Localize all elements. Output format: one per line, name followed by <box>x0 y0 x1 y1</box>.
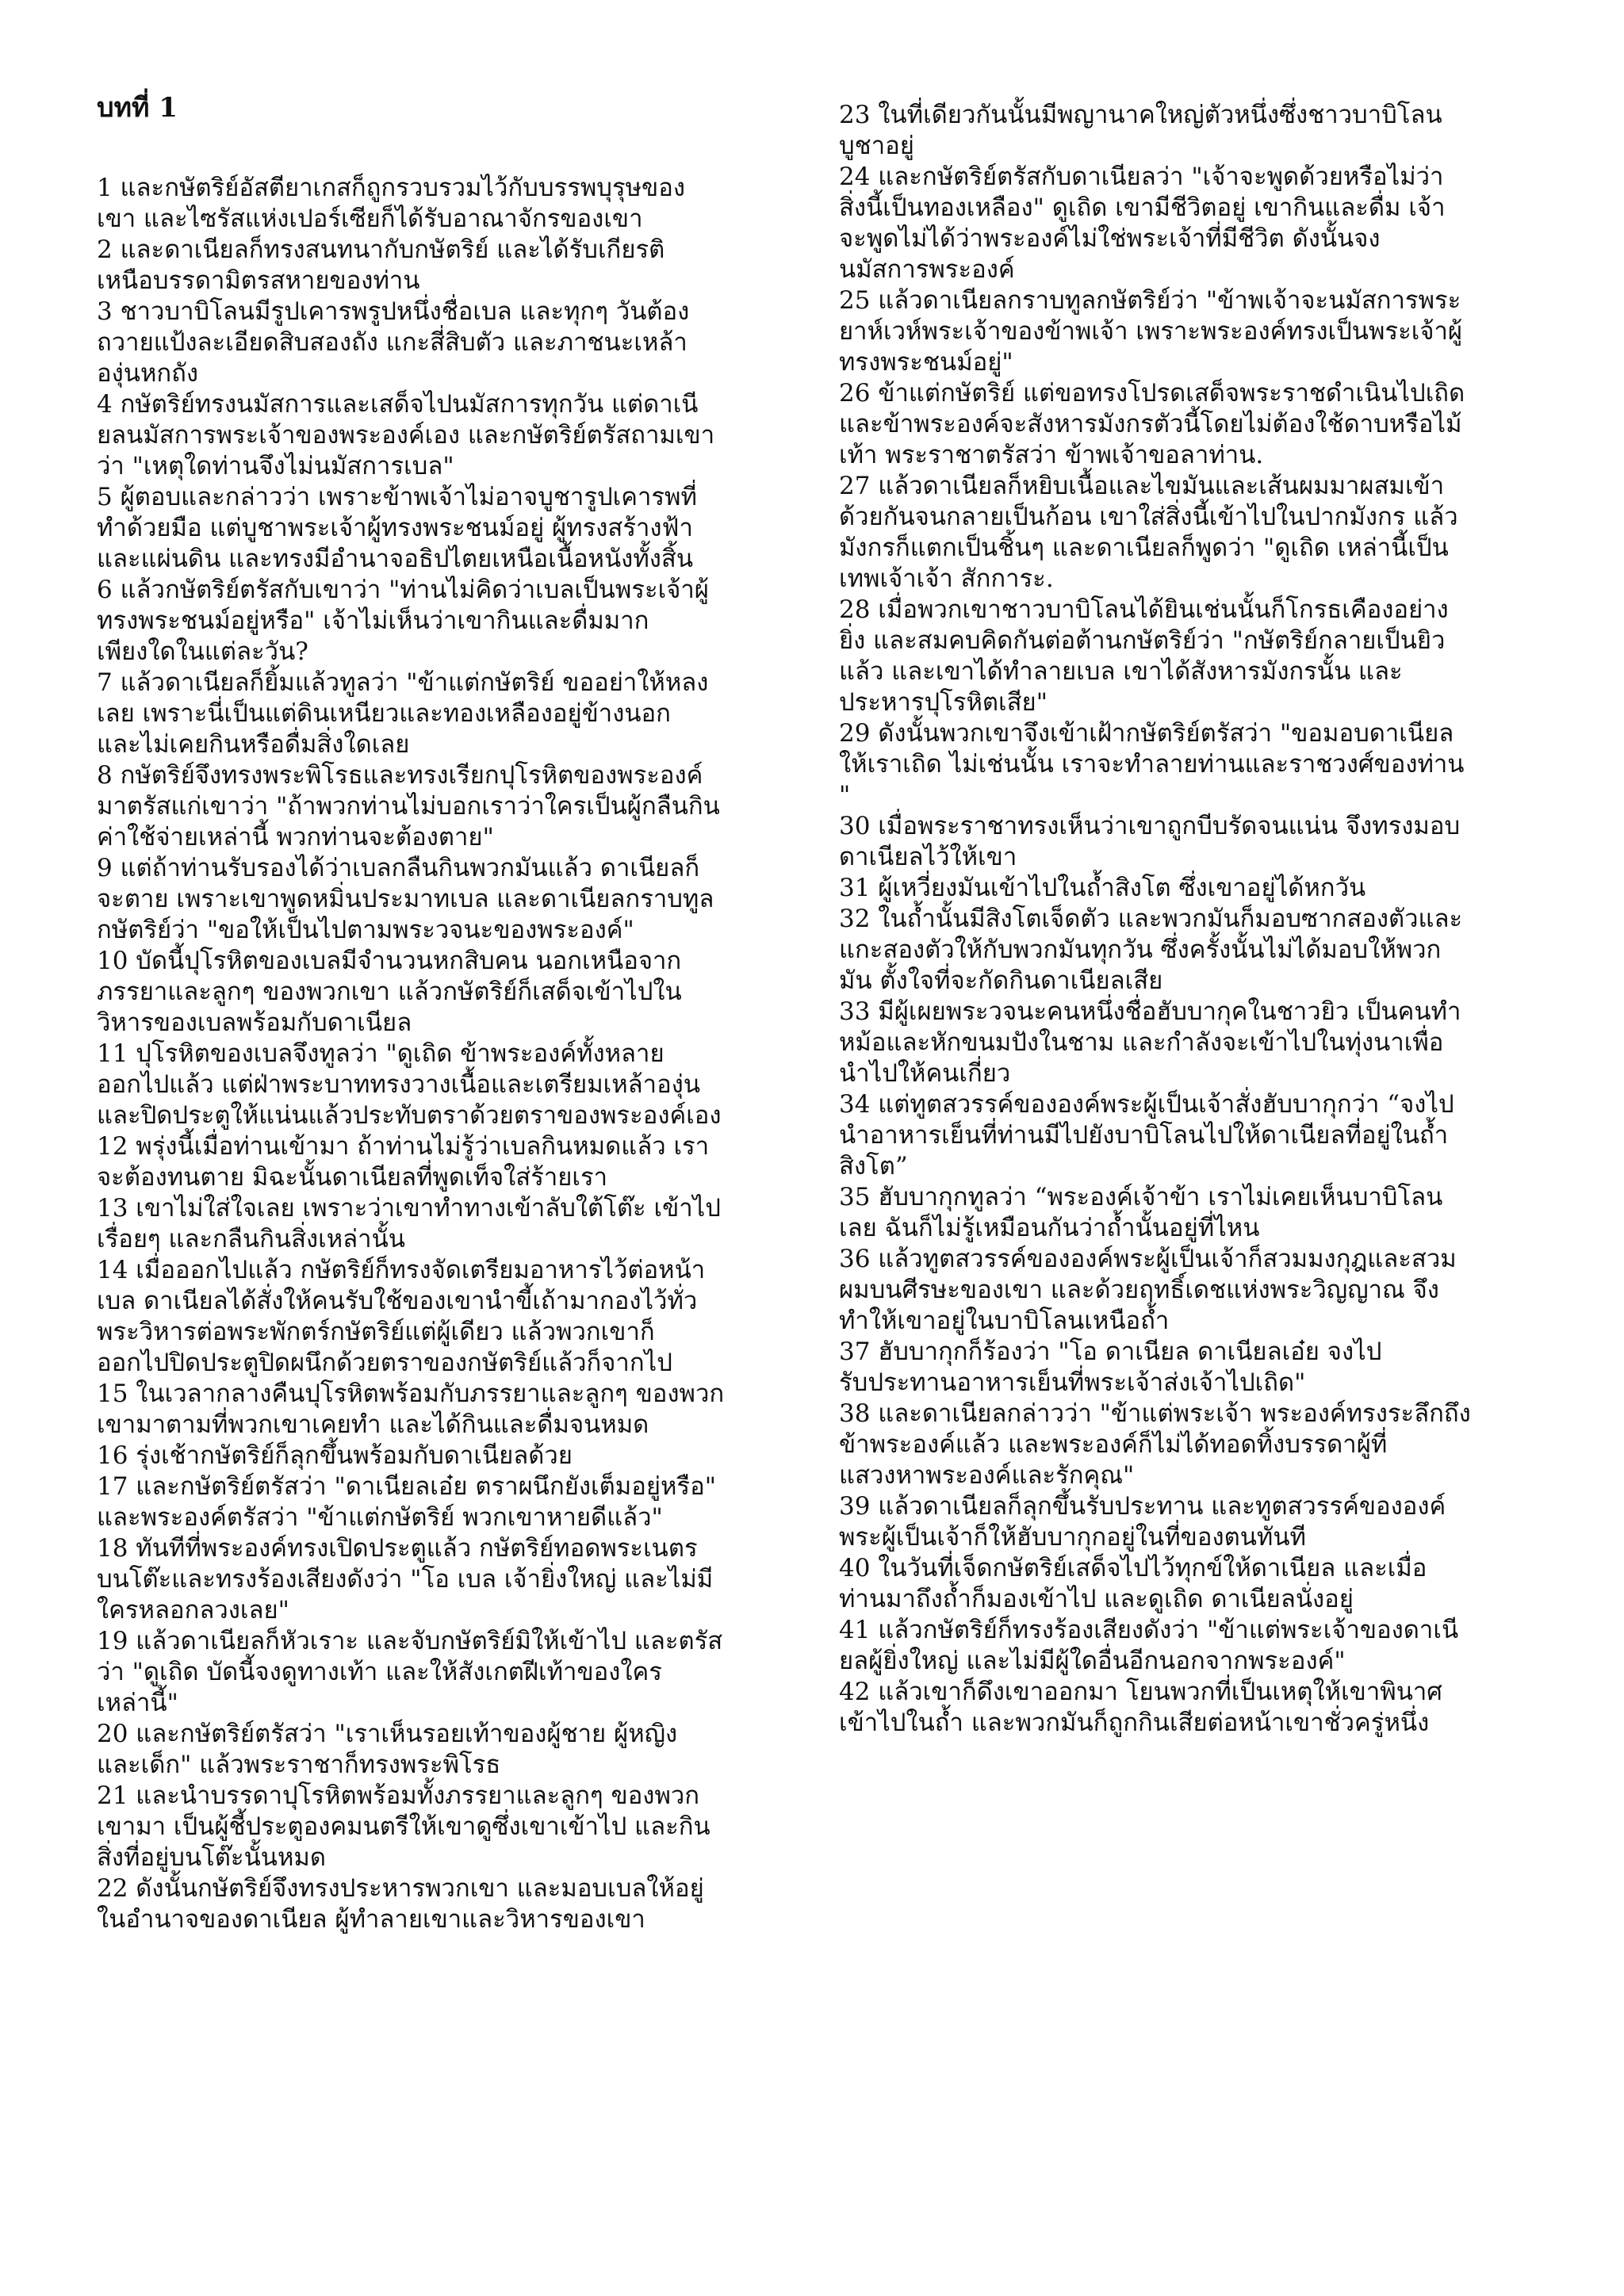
verse: 33 มีผู้เผยพระวจนะคนหนึ่งชื่อฮับบากุคในชาวยิว เป็นคนทำ หม้อและหักขนมปังในชาม และกำลังจะเข้าไปในทุ่งนาเพื่อ นำไปให้คนเกี่ยว <box>839 997 1461 1088</box>
verse: 41 แล้วกษัตริย์ก็ทรงร้องเสียงดังว่า "ข้าแต่พระเจ้าของดาเนี ยลผู้ยิ่งใหญ่ และไม่มีผู้ใดอื่นอีกนอกจากพระองค์" <box>839 1616 1459 1675</box>
verse: 35 ฮับบากุกทูลว่า “พระองค์เจ้าข้า เราไม่เคยเห็นบาบิโลน เลย ฉันก็ไม่รู้เหมือนกันว่าถ้ำนั้นอยู่ที่ไหน <box>839 1183 1443 1242</box>
verse: 25 แล้วดาเนียลกราบทูลกษัตริย์ว่า "ข้าพเจ้าจะนมัสการพระ ยาห์เวห์พระเจ้าของข้าพเจ้า เพราะพระองค์ทรงเป็นพระเจ้าผู้ ทรงพระชนม์อยู่" <box>839 286 1463 377</box>
verse: 39 แล้วดาเนียลก็ลุกขึ้นรับประทาน และทูตสวรรค์ขององค์ พระผู้เป็นเจ้าก็ให้ฮับบากุกอยู่ในที่ของตนทันที <box>839 1492 1446 1552</box>
verse: 11 ปุโรหิตของเบลจึงทูลว่า "ดูเถิด ข้าพระองค์ทั้งหลาย ออกไปแล้ว แต่ฝ่าพระบาททรงวางเนื้อและเตรียมเหล้าองุ่น และปิดประตูให้แน่นแล้วประทับตราด้วยตราของพระองค์เอง <box>97 1039 722 1130</box>
verse: 19 แล้วดาเนียลก็หัวเราะ และจับกษัตริย์มิให้เข้าไป และตรัส ว่า "ดูเถิด บัดนี้จงดูทางเท้า และให้สังเกตฝีเท้าของใคร เหล่านี้" <box>97 1627 723 1717</box>
verse: 42 แล้วเขาก็ดึงเขาออกมา โยนพวกที่เป็นเหตุให้เขาพินาศ เข้าไปในถ้ำ และพวกมันก็ถูกกินเสียต่อหน้าเขาชั่วครู่หนึ่ง <box>839 1678 1442 1737</box>
verse: 30 เมื่อพระราชาทรงเห็นว่าเขาถูกบีบรัดจนแน่น จึงทรงมอบ ดาเนียลไว้ให้เขา <box>839 812 1461 871</box>
verse: 29 ดังนั้นพวกเขาจึงเข้าเฝ้ากษัตริย์ตรัสว่า "ขอมอบดาเนียล ให้เราเถิด ไม่เช่นนั้น เราจะทำลายท่านและราชวงศ์ของท่าน " <box>839 719 1465 809</box>
verse: 22 ดังนั้นกษัตริย์จึงทรงประหารพวกเขา และมอบเบลให้อยู่ ในอำนาจของดาเนียล ผู้ทำลายเขาและวิหารของเขา <box>97 1874 704 1934</box>
verse: 5 ผู้ตอบและกล่าวว่า เพราะข้าพเจ้าไม่อาจบูชารูปเคารพที่ ทำด้วยมือ แต่บูชาพระเจ้าผู้ทรงพระชนม์อยู่ ผู้ทรงสร้างฟ้า และแผ่นดิน และทรงมีอำนาจอธิปไตยเหนือเนื้อหนังทั้งสิ้น <box>97 483 697 573</box>
verse: 13 เขาไม่ใส่ใจเลย เพราะว่าเขาทำทางเข้าลับใต้โต๊ะ เข้าไป เรื่อยๆ และกลืนกินสิ่งเหล่านั้น <box>97 1194 721 1253</box>
verse: 1 และกษัตริย์อัสตียาเกสก็ถูกรวบรวมไว้กับบรรพบุรุษของ เขา และไซรัสแห่งเปอร์เซียก็ได้รับอาณาจักรของเขา <box>97 174 685 233</box>
right-column <box>839 100 1553 1739</box>
verse: 10 บัดนี้ปุโรหิตของเบลมีจำนวนหกสิบคน นอกเหนือจาก ภรรยาและลูกๆ ของพวกเขา แล้วกษัตริย์ก็เสด็จเข้าไปใน วิหารของเบลพร้อมกับดาเนียล <box>97 947 682 1037</box>
verse: 28 เมื่อพวกเขาชาวบาบิโลนได้ยินเช่นนั้นก็โกรธเคืองอย่าง ยิ่ง และสมคบคิดกันต่อต้านกษัตริย์ว่า "กษัตริย์กลายเป็นยิว แล้ว และเขาได้ทำลายเบล เขาได้สังหารมังกรนั้น และ ประหารปุโรหิตเสีย" <box>839 595 1449 717</box>
verse: 12 พรุ่งนี้เมื่อท่านเข้ามา ถ้าท่านไม่รู้ว่าเบลกินหมดแล้ว เรา จะต้องทนตาย มิฉะนั้นดาเนียลที่พูดเท็จใส่ร้ายเรา <box>97 1132 710 1192</box>
verse: 3 ชาวบาบิโลนมีรูปเคารพรูปหนึ่งชื่อเบล และทุกๆ วันต้อง ถวายแป้งละเอียดสิบสองถัง แกะสี่สิบตัว และภาชนะเหล้า องุ่นหกถัง <box>97 297 690 388</box>
chapter-title: บทที่ 1 <box>97 92 178 124</box>
verse: 4 กษัตริย์ทรงนมัสการและเสด็จไปนมัสการทุกวัน แต่ดาเนี ยลนมัสการพระเจ้าของพระองค์เอง และกษัตริย์ตรัสถามเขา ว่า "เหตุใดท่านจึงไม่นมัสการเบล" <box>97 390 715 480</box>
verse: 17 และกษัตริย์ตรัสว่า "ดาเนียลเอ๋ย ตราผนึกยังเต็มอยู่หรือ" และพระองค์ตรัสว่า "ข้าแต่กษัตริย์ พวกเขาหายดีแล้ว" <box>97 1472 716 1532</box>
verse: 15 ในเวลากลางคืนปุโรหิตพร้อมกับภรรยาและลูกๆ ของพวก เขามาตามที่พวกเขาเคยทำ และได้กินและดื่มจนหมด <box>97 1380 725 1439</box>
verse: 20 และกษัตริย์ตรัสว่า "เราเห็นรอยเท้าของผู้ชาย ผู้หญิง และเด็ก" แล้วพระราชาก็ทรงพระพิโรธ <box>97 1720 678 1779</box>
verse: 36 แล้วทูตสวรรค์ขององค์พระผู้เป็นเจ้าก็สวมมงกุฎและสวม ผมบนศีรษะของเขา และด้วยฤทธิ์เดชแห่งพระวิญญาณ จึง ทำให้เขาอยู่ในบาบิโลนเหนือถ้ำ <box>839 1245 1457 1335</box>
verse: 6 แล้วกษัตริย์ตรัสกับเขาว่า "ท่านไม่คิดว่าเบลเป็นพระเจ้าผู้ ทรงพระชนม์อยู่หรือ" เจ้าไม่เห็นว่าเขากินและดื่มมาก เพียงใดในแต่ละวัน? <box>97 576 709 666</box>
verse: 37 ฮับบากุกก็ร้องว่า "โอ ดาเนียล ดาเนียลเอ๋ย จงไป รับประทานอาหารเย็นที่พระเจ้าส่งเจ้าไปเถิด" <box>839 1337 1382 1397</box>
verse: 40 ในวันที่เจ็ดกษัตริย์เสด็จไปไว้ทุกข์ให้ดาเนียล และเมื่อ ท่านมาถึงถ้ำก็มองเข้าไป และดูเถิด ดาเนียลนั่งอยู่ <box>839 1554 1427 1613</box>
verse: 34 แต่ทูตสวรรค์ขององค์พระผู้เป็นเจ้าสั่งฮับบากุกว่า “จงไป นำอาหารเย็นที่ท่านมีไปยังบาบิโลนไปให้ดาเนียลที่อยู่ในถ้ำ สิงโต” <box>839 1090 1454 1181</box>
verse: 26 ข้าแต่กษัตริย์ แต่ขอทรงโปรดเสด็จพระราชดำเนินไปเถิด และข้าพระองค์จะสังหารมังกรตัวนี้โดยไม่ต้องใช้ดาบหรือไม้ เท้า พระราชาตรัสว่า ข้าพเจ้าขอลาท่าน. <box>839 379 1465 469</box>
verse: 14 เมื่อออกไปแล้ว กษัตริย์ก็ทรงจัดเตรียมอาหารไว้ต่อหน้า เบล ดาเนียลได้สั่งให้คนรับใช้ของเขานำขี้เถ้ามากองไว้ทั่ว พระวิหารต่อพระพักตร์กษัตริย์แต่ผู้เดียว แล้วพวกเขาก็ ออกไปปิดประตูปิดผนึกด้วยตราของกษัตริย์แล้วก็จากไป <box>97 1256 706 1377</box>
right-verse-list <box>839 100 1553 1739</box>
verse: 21 และนำบรรดาปุโรหิตพร้อมทั้งภรรยาและลูกๆ ของพวก เขามา เป็นผู้ชี้ประตูองคมนตรีให้เขาดูซึ่งเขาเข้าไป และกิน สิ่งที่อยู่บนโต๊ะนั้นหมด <box>97 1781 710 1872</box>
verse: 9 แต่ถ้าท่านรับรองได้ว่าเบลกลืนกินพวกมันแล้ว ดาเนียลก็ จะตาย เพราะเขาพูดหมิ่นประมาทเบล และดาเนียลกราบทูล กษัตริย์ว่า "ขอให้เป็นไปตามพระวจนะของพระองค์" <box>97 854 714 944</box>
verse: 32 ในถ้ำนั้นมีสิงโตเจ็ดตัว และพวกมันก็มอบซากสองตัวและ แกะสองตัวให้กับพวกมันทุกวัน ซึ่งครั้งนั้นไม่ได้มอบให้พวก มัน ตั้งใจที่จะกัดกินดาเนียลเสีย <box>839 905 1463 995</box>
verse: 23 ในที่เดียวกันนั้นมีพญานาคใหญ่ตัวหนึ่งซึ่งชาวบาบิโลน บูชาอยู่ <box>839 101 1442 160</box>
verse: 8 กษัตริย์จึงทรงพระพิโรธและทรงเรียกปุโรหิตของพระองค์ มาตรัสแก่เขาว่า "ถ้าพวกท่านไม่บอกเราว่าใครเป็นผู้กลืนกิน ค่าใช้จ่ายเหล่านี้ พวกท่านจะต้องตาย" <box>97 761 720 851</box>
verse: 2 และดาเนียลก็ทรงสนทนากับกษัตริย์ และได้รับเกียรติ เหนือบรรดามิตรสหายของท่าน <box>97 235 665 295</box>
verse: 7 แล้วดาเนียลก็ยิ้มแล้วทูลว่า "ข้าแต่กษัตริย์ ขออย่าให้หลง เลย เพราะนี่เป็นแต่ดินเหนียวและทองเหลืองอยู่ข้างนอก และไม่เคยกินหรือดื่มสิ่งใดเลย <box>97 668 709 759</box>
verse: 31 ผู้เหวี่ยงมันเข้าไปในถ้ำสิงโต ซึ่งเขาอยู่ได้หกวัน <box>839 874 1366 902</box>
left-verse-list <box>97 173 810 1935</box>
verse: 24 และกษัตริย์ตรัสกับดาเนียลว่า "เจ้าจะพูดด้วยหรือไม่ว่า สิ่งนี้เป็นทองเหลือง" ดูเถิด เขามีชีวิตอยู่ เขากินและดื่ม เจ้า จะพูดไม่ได้ว่าพระองค์ไม่ใช่พระเจ้าที่มีชีวิต ดังนั้นจง นมัสการพระองค์ <box>839 163 1446 284</box>
left-column <box>97 89 810 1935</box>
verse: 18 ทันทีที่พระองค์ทรงเปิดประตูแล้ว กษัตริย์ทอดพระเนตร บนโต๊ะและทรงร้องเสียงดังว่า "โอ เบล เจ้ายิ่งใหญ่ และไม่มี ใครหลอกลวงเลย" <box>97 1534 714 1624</box>
verse: 16 รุ่งเช้ากษัตริย์ก็ลุกขึ้นพร้อมกับดาเนียลด้วย <box>97 1441 573 1470</box>
verse: 27 แล้วดาเนียลก็หยิบเนื้อและไขมันและเส้นผมมาผสมเข้า ด้วยกันจนกลายเป็นก้อน เขาใส่สิ่งนี้เข้าไปในปากมังกร แล้ว มังกรก็แตกเป็นชิ้นๆ และดาเนียลก็พูดว่า "ดูเถิด เหล่านี้เป็น เทพเจ้าเจ้า สักการะ. <box>839 472 1458 593</box>
verse: 38 และดาเนียลกล่าวว่า "ข้าแต่พระเจ้า พระองค์ทรงระลึกถึง ข้าพระองค์แล้ว และพระองค์ก็ไม่ได้ทอดทิ้งบรรดาผู้ที่ แสวงหาพระองค์และรักคุณ" <box>839 1399 1471 1490</box>
